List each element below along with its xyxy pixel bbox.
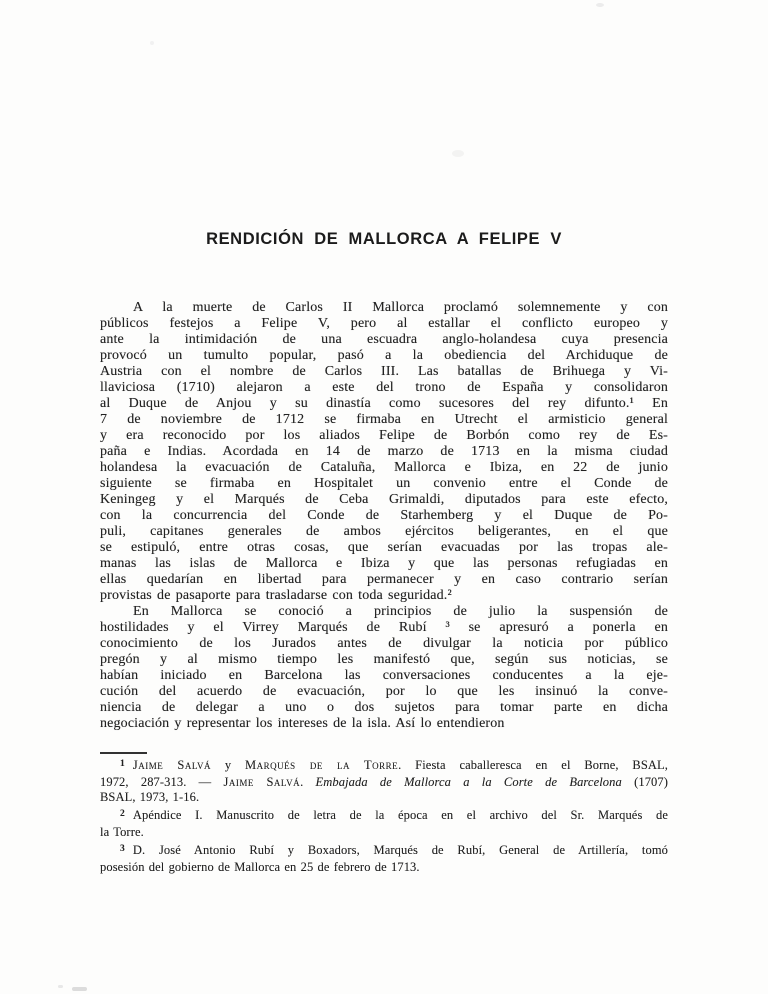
- paragraph: [100, 300, 668, 604]
- body-line: con la concurrencia del Conde de Starhemberg y el Duque de Po-: [100, 508, 668, 523]
- paragraph: [100, 604, 668, 732]
- body-line: públicos festejos a Felipe V, pero al estallar el conflicto europeo y: [100, 316, 668, 331]
- footnote-number: 3: [120, 843, 125, 854]
- body-line: ante la intimidación de una escuadra anglo-holandesa cuya presencia: [100, 332, 668, 347]
- footnote-line: [100, 808, 668, 825]
- footnote: [100, 843, 668, 875]
- body-line: negociación y representar los intereses de la isla. Así lo entendieron: [100, 716, 505, 731]
- footnote-number: 1: [120, 758, 125, 769]
- body-line: hostilidades y el Virrey Marqués de Rubí ³ se apresuró a ponerla en: [100, 620, 668, 635]
- footnote-line: [100, 775, 668, 790]
- footnotes-section: [100, 758, 668, 878]
- body-line: Keningeg y el Marqués de Ceba Grimaldi, diputados para este efecto,: [100, 492, 668, 507]
- body-line: holandesa la evacuación de Cataluña, Mallorca e Ibiza, en 22 de junio: [100, 460, 668, 475]
- scan-artifact: [150, 41, 154, 45]
- body-line: A la muerte de Carlos II Mallorca proclamó solemnemente y con: [133, 300, 668, 315]
- body-line: provistas de pasaporte para trasladarse con toda seguridad.²: [100, 588, 452, 603]
- body-line: llaviciosa (1710) alejaron a este del trono de España y consolidaron: [100, 380, 668, 395]
- body-line: En Mallorca se conoció a principios de julio la suspensión de: [133, 604, 668, 619]
- body-line: niencia de delegar a uno o dos sujetos para tomar parte en dicha: [100, 700, 668, 715]
- scan-artifact: [452, 150, 464, 157]
- footnote-text: y: [211, 758, 246, 772]
- footnote-text: D. José Antonio Rubí y Boxadors, Marqués de Rubí, General de Artillería, tomó: [132, 843, 668, 857]
- footnote-line: [100, 825, 668, 840]
- footnote-author-smallcaps: Jaime Salvá: [223, 775, 301, 789]
- scan-artifact: [58, 985, 63, 988]
- footnote-line: [100, 790, 668, 805]
- body-line: manas las islas de Mallorca e Ibiza y que las personas refugiadas en: [100, 556, 668, 571]
- scan-artifact: [596, 3, 604, 7]
- body-line: cución del acuerdo de evacuación, por lo que les insinuó la conve-: [100, 684, 668, 699]
- footnote: [100, 758, 668, 805]
- footnote-text: (1707): [621, 775, 669, 789]
- scan-artifact: [72, 987, 87, 991]
- article-title: RENDICIÓN DE MALLORCA A FELIPE V: [206, 230, 562, 248]
- footnote-author-smallcaps: Jaime Salvá: [132, 758, 212, 772]
- body-line: provocó un tumulto popular, pasó a la obediencia del Archiduque de: [100, 348, 668, 363]
- body-line: ellas quedarían en libertad para permanecer y en caso contrario serían: [100, 572, 668, 587]
- body-line: habían iniciado en Barcelona las conversaciones conducentes a la eje-: [100, 668, 668, 683]
- footnote-line: [100, 860, 668, 875]
- footnote-text: posesión del gobierno de Mallorca en 25 de febrero de 1713.: [100, 860, 420, 874]
- footnote-line: [100, 843, 668, 860]
- body-line: siguiente se firmaba en Hospitalet un convenio entre el Conde de: [100, 476, 668, 491]
- body-line: puli, capitanes generales de ambos ejércitos beligerantes, en el que: [100, 524, 668, 539]
- footnote-text: BSAL, 1973, 1-16.: [100, 790, 200, 804]
- body-line: paña e Indias. Acordada en 14 de marzo de 1713 en la misma ciudad: [100, 444, 668, 459]
- footnote-text: 1972, 287-313. —: [100, 775, 224, 789]
- footnote-line: [100, 758, 668, 775]
- footnote-text: Apéndice I. Manuscrito de letra de la época en el archivo del Sr. Marqués de: [132, 808, 668, 822]
- footnote-text: la Torre.: [100, 825, 144, 839]
- footnote-author-smallcaps: Marqués de la Torre: [245, 758, 399, 772]
- footnote-separator-rule: [100, 752, 147, 754]
- body-line: pregón y al mismo tiempo les manifestó que, según sus noticias, se: [100, 652, 668, 667]
- body-line: Austria con el nombre de Carlos III. Las batallas de Brihuega y Vi-: [100, 364, 668, 379]
- body-line: al Duque de Anjou y su dinastía como sucesores del rey difunto.¹ En: [100, 396, 668, 411]
- footnote-text: .: [300, 775, 316, 789]
- body-line: y era reconocido por los aliados Felipe de Borbón como rey de Es-: [100, 428, 668, 443]
- article-body: [100, 300, 668, 732]
- footnote-work-title-italic: Embajada de Mallorca a la Corte de Barcelona: [315, 775, 622, 789]
- body-line: se estipuló, entre otras cosas, que serían evacuadas por las tropas ale-: [100, 540, 668, 555]
- footnote: [100, 808, 668, 840]
- footnote-text: . Fiesta caballeresca en el Borne, BSAL,: [398, 758, 668, 772]
- body-line: 7 de noviembre de 1712 se firmaba en Utrecht el armisticio general: [100, 412, 668, 427]
- footnote-number: 2: [120, 808, 125, 819]
- body-line: conocimiento de los Jurados antes de divulgar la noticia por público: [100, 636, 668, 651]
